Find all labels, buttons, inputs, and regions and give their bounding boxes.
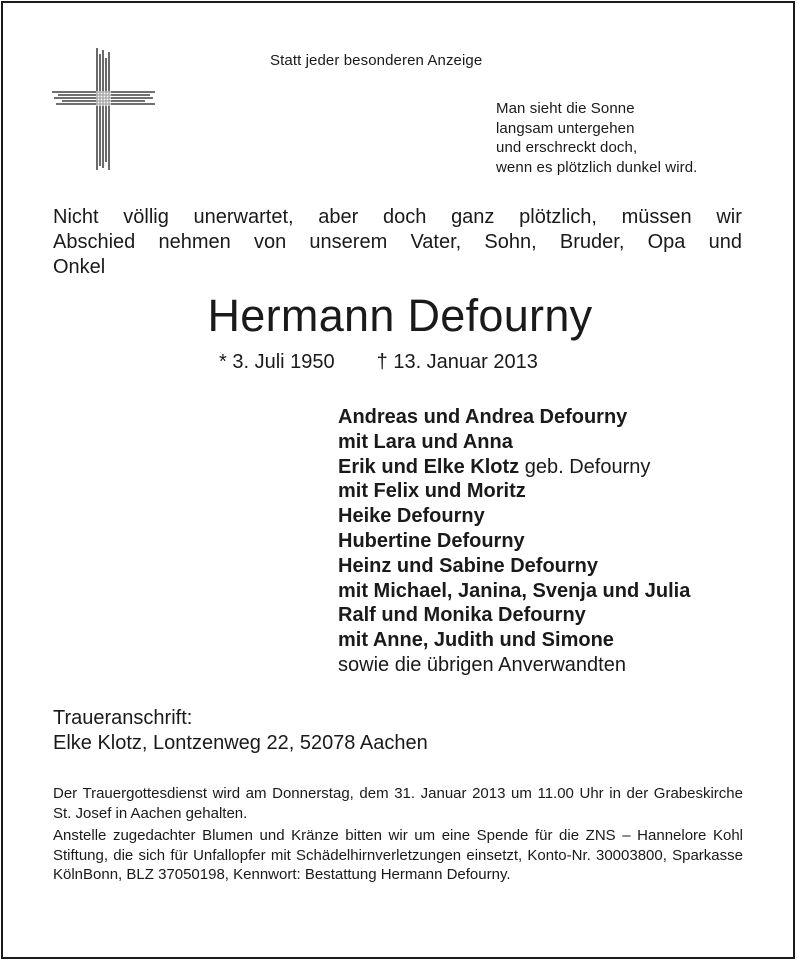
intro-word: Vater, — [410, 231, 462, 253]
intro-word: Bruder, — [559, 231, 625, 253]
intro-word: Nicht — [53, 206, 99, 228]
intro-word: müssen — [621, 206, 692, 228]
intro-word: Abschied — [53, 231, 136, 253]
intro-word: Sohn, — [484, 231, 537, 253]
quote-line: wenn es plötzlich dunkel wird. — [496, 158, 698, 176]
intro-word: wir — [716, 206, 742, 228]
intro-text — [53, 205, 742, 280]
mourning-address: Elke Klotz, Lontzenweg 22, 52078 Aachen — [53, 732, 428, 754]
quote — [496, 99, 697, 177]
service-notice: Der Trauergottesdienst wird am Donnerstag, dem 31. Januar 2013 um 11.00 Uhr in der Grabeskirche St. Josef in Aachen gehalten. — [53, 785, 743, 822]
cross-icon — [52, 48, 155, 170]
mourner-line: Erik und Elke Klotz — [338, 455, 520, 478]
mourner-line: Heinz und Sabine Defourny — [338, 554, 599, 577]
intro-word: doch — [383, 206, 427, 228]
intro-word: und — [708, 231, 742, 253]
intro-word: aber — [318, 206, 359, 228]
intro-word: unerwartet, — [193, 206, 294, 228]
mourner-line: Ralf und Monika Defourny — [338, 604, 586, 627]
donation-notice: Anstelle zugedachter Blumen und Kränze bitten wir um eine Spende für die ZNS – Hannelore Kohl Stiftung, die sich für Unfallopfer mit Schädelhirnverletzungen einsetzt, Konto-Nr. 30003800, Sparkasse KölnBonn, BLZ 37050198, Kennwort: Bestattung Hermann Defourny. — [53, 827, 743, 883]
intro-word: völlig — [123, 206, 169, 228]
mourner-line: sowie die übrigen Anverwandten — [338, 653, 626, 676]
intro-word: Opa — [647, 231, 686, 253]
intro-word: ganz — [451, 206, 495, 228]
intro-word: unserem — [309, 231, 388, 253]
intro-word: nehmen — [158, 231, 231, 253]
header-note: Statt jeder besonderen Anzeige — [270, 52, 483, 69]
intro-word: von — [253, 231, 287, 253]
intro-line-2 — [53, 230, 742, 255]
deceased-name: Hermann Defourny — [207, 290, 593, 341]
death-date: † 13. Januar 2013 — [376, 351, 538, 373]
mourner-line: mit Anne, Judith und Simone — [338, 629, 614, 652]
mourner-line: mit Lara und Anna — [338, 430, 513, 453]
mourner-line: Andreas und Andrea Defourny — [338, 406, 628, 428]
mourners-list — [338, 405, 690, 678]
birth-date: * 3. Juli 1950 — [219, 351, 335, 373]
quote-line: und erschreckt doch, — [496, 139, 638, 156]
quote-line: langsam untergehen — [496, 119, 635, 137]
quote-line: Man sieht die Sonne — [496, 100, 635, 117]
intro-line-3: Onkel — [53, 256, 106, 278]
mourner-line: mit Felix und Moritz — [338, 480, 526, 503]
mourner-line: mit Michael, Janina, Svenja und Julia — [338, 579, 691, 602]
address-label: Traueranschrift: — [53, 707, 193, 729]
mourner-line: Heike Defourny — [338, 505, 485, 528]
mourner-line-note: geb. Defourny — [519, 455, 651, 478]
intro-word: plötzlich, — [519, 206, 597, 228]
mourner-line: Hubertine Defourny — [338, 529, 525, 552]
intro-line-1 — [53, 205, 742, 230]
life-dates — [219, 351, 538, 374]
